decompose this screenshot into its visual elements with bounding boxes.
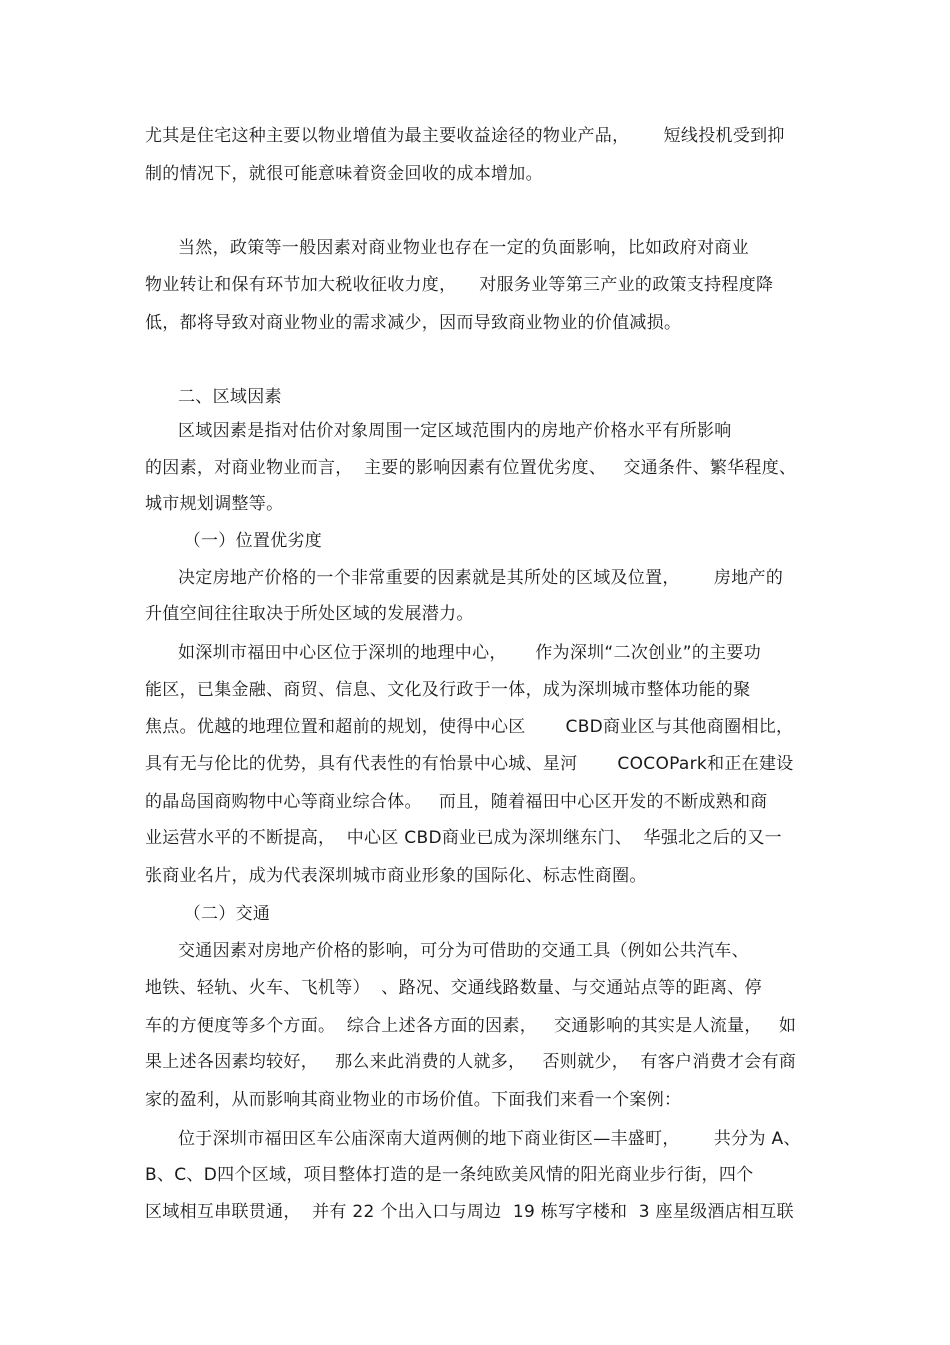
paragraph-line: 物业转让和保有环节加大税收征收力度， 对服务业等第三产业的政策支持程度降 [145,275,774,295]
section-heading: 二、区域因素 [178,387,282,407]
paragraph-line: 当然，政策等一般因素对商业物业也存在一定的负面影响，比如政府对商业 [178,238,749,258]
paragraph-line: 制的情况下，就很可能意味着资金回收的成本增加。 [145,164,543,184]
paragraph-line: 能区，已集金融、商贸、信息、文化及行政于一体，成为深圳城市整体功能的聚 [145,680,751,700]
paragraph-line: 焦点。优越的地理位置和超前的规划，使得中心区 CBD商业区与其他商圈相比， [145,717,794,737]
paragraph-line: 的晶岛国商购物中心等商业综合体。 而且，随着福田中心区开发的不断成熟和商 [145,792,768,812]
paragraph-line: 的因素，对商业物业而言， 主要的影响因素有位置优劣度、 交通条件、繁华程度、 [145,458,797,478]
paragraph-line: 业运营水平的不断提高， 中心区 CBD商业已成为深圳继东门、 华强北之后的又一 [145,828,782,848]
paragraph-line: 家的盈利，从而影响其商业物业的市场价值。下面我们来看一个案例： [145,1090,682,1110]
paragraph-line: 交通因素对房地产价格的影响，可分为可借助的交通工具（例如公共汽车、 [178,941,749,961]
paragraph-line: 果上述各因素均较好， 那么来此消费的人就多， 否则就少， 有客户消费才会有商 [145,1052,797,1072]
paragraph-line: 位于深圳市福田区车公庙深南大道两侧的地下商业街区—丰盛町， 共分为 A、 [178,1129,801,1149]
paragraph-line: 地铁、轻轨、火车、飞机等） 、路况、交通线路数量、与交通站点等的距离、停 [145,978,762,998]
paragraph-line: B、C、D四个区域，项目整体打造的是一条纯欧美风情的阳光商业步行街，四个 [145,1165,754,1185]
paragraph-line: 区域相互串联贯通， 并有 22 个出入口与周边 19 栋写字楼和 3 座星级酒店相互联 [145,1202,794,1222]
paragraph-line: 尤其是住宅这种主要以物业增值为最主要收益途径的物业产品， 短线投机受到抑 [145,126,785,146]
paragraph-line: 城市规划调整等。 [145,494,284,514]
paragraph-line: 车的方便度等多个方面。 综合上述各方面的因素， 交通影响的其实是人流量， 如 [145,1016,797,1036]
paragraph-line: 如深圳市福田中心区位于深圳的地理中心， 作为深圳“二次创业”的主要功 [178,643,762,663]
subsection-heading: （一）位置优劣度 [178,531,323,551]
paragraph-line: 决定房地产价格的一个非常重要的因素就是其所处的区域及位置， 房地产的 [178,568,784,588]
paragraph-line: 区域因素是指对估价对象周围一定区域范围内的房地产价格水平有所影响 [178,421,732,441]
paragraph-line: 具有无与伦比的优势，具有代表性的有怡景中心城、星河 COCOPark和正在建设 [145,754,794,774]
paragraph-line: 低，都将导致对商业物业的需求减少，因而导致商业物业的价值减损。 [145,313,682,333]
subsection-heading: （二）交通 [178,904,271,924]
paragraph-line: 升值空间往往取决于所处区域的发展潜力。 [145,604,474,624]
paragraph-line: 张商业名片，成为代表深圳城市商业形象的国际化、标志性商圈。 [145,866,647,886]
